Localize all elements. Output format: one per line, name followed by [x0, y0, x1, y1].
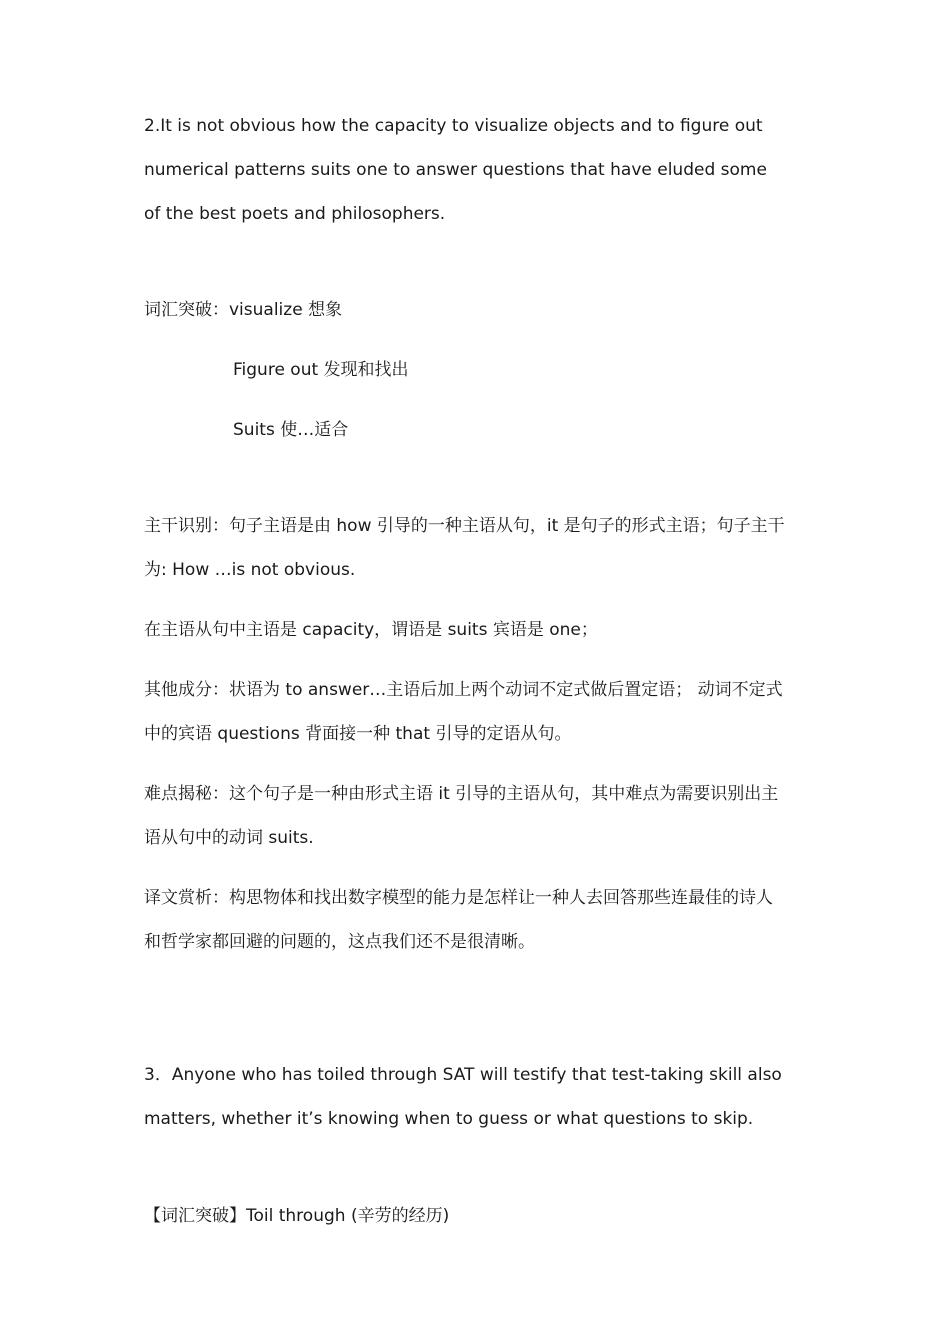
vocab-suits: Suits 使…适合	[233, 420, 349, 440]
main-clause-line-2: 为: How …is not obvious.	[144, 560, 356, 580]
main-clause-line-1: 主干识别：句子主语是由 how 引导的一种主语从句，it 是句子的形式主语；句子主干	[144, 516, 785, 536]
translation-line-2: 和哲学家都回避的问题的，这点我们还不是很清晰。	[144, 932, 535, 952]
vocab-figure-out: Figure out 发现和找出	[233, 360, 409, 380]
sentence-2-line-1: 2.It is not obvious how the capacity to visualize objects and to figure out	[144, 116, 763, 136]
other-parts-line-1: 其他成分：状语为 to answer…主语后加上两个动词不定式做后置定语； 动词不定式	[144, 680, 783, 700]
sentence-2-line-2: numerical patterns suits one to answer questions that have eluded some	[144, 160, 767, 180]
subclause-analysis: 在主语从句中主语是 capacity，谓语是 suits 宾语是 one；	[144, 620, 598, 640]
sentence-2-line-3: of the best poets and philosophers.	[144, 204, 446, 224]
translation-line-1: 译文赏析：构思物体和找出数字模型的能力是怎样让一种人去回答那些连最佳的诗人	[144, 888, 773, 908]
other-parts-line-2: 中的宾语 questions 背面接一种 that 引导的定语从句。	[144, 724, 572, 744]
vocab-heading-visualize: 词汇突破：visualize 想象	[144, 300, 343, 320]
sentence-3-line-2: matters, whether it’s knowing when to guess or what questions to skip.	[144, 1109, 754, 1129]
difficulty-line-2: 语从句中的动词 suits.	[144, 828, 314, 848]
difficulty-line-1: 难点揭秘：这个句子是一种由形式主语 it 引导的主语从句，其中难点为需要识别出主	[144, 784, 779, 804]
vocab-toil-through: 【词汇突破】Toil through (辛劳的经历)	[144, 1206, 450, 1226]
sentence-3-line-1: 3．Anyone who has toiled through SAT will testify that test-taking skill also	[144, 1065, 782, 1085]
